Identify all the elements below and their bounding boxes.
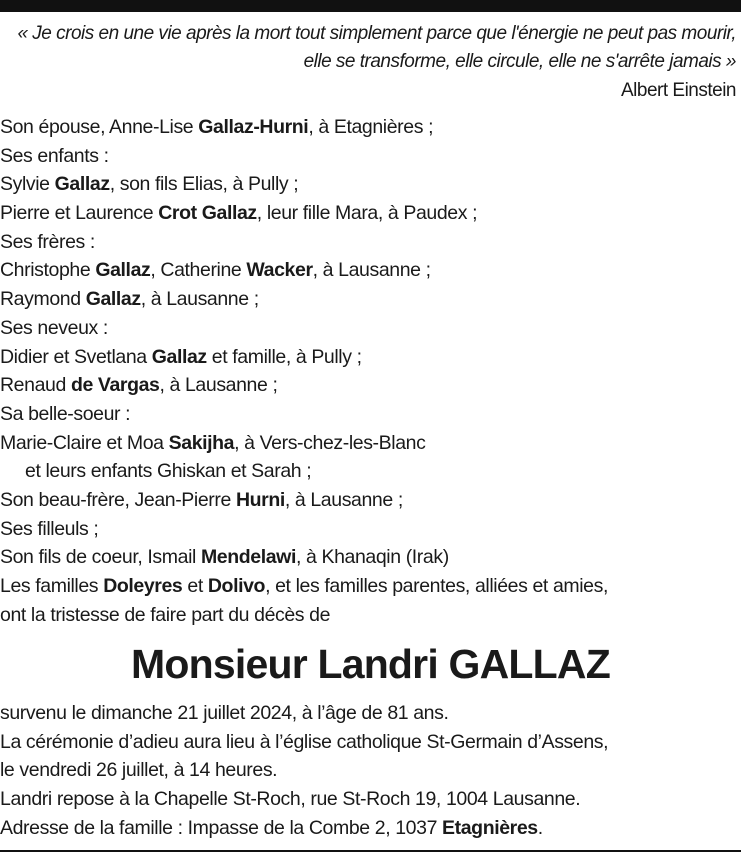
line-text: et [182, 575, 208, 597]
line-text: Adresse de la famille : Impasse de la Combe 2, 1037 [0, 816, 443, 839]
family-line [0, 543, 741, 572]
family-line [0, 314, 741, 343]
line-text: Sylvie [0, 173, 55, 196]
family-line [0, 142, 741, 171]
family-line [0, 400, 741, 429]
surname-text: Gallaz [151, 345, 207, 368]
surname-text: Doleyres [103, 575, 183, 597]
deceased-name: Monsieur Landri GALLAZ [131, 641, 610, 687]
line-text: , à Lausanne ; [140, 288, 259, 311]
surname-text: de Vargas [70, 374, 160, 397]
line-text: Raymond [0, 288, 86, 311]
surname-text: Gallaz-Hurni [198, 116, 309, 138]
family-line [0, 343, 741, 372]
line-text: le vendredi 26 juillet, à 14 heures. [0, 759, 278, 782]
line-text: Christophe [0, 259, 96, 282]
top-rule [0, 0, 741, 12]
line-text: , leur fille Mara, à Paudex ; [256, 202, 478, 225]
surname-text: Crot Gallaz [158, 202, 257, 225]
line-text: Sa belle-soeur : [0, 402, 131, 425]
line-text: . [537, 816, 543, 839]
details-line [0, 728, 741, 757]
line-text: , à Lausanne ; [159, 374, 278, 397]
line-text: , à Lausanne ; [312, 259, 431, 282]
family-line [0, 486, 741, 515]
details-line [0, 756, 741, 785]
line-text: Marie-Claire et Moa [0, 431, 169, 454]
surname-text: Gallaz [95, 259, 151, 282]
surname-text: Dolivo [207, 575, 266, 597]
line-text: La cérémonie d’adieu aura lieu à l’église catholique St-Germain d’Assens, [0, 730, 609, 753]
surname-text: Hurni [235, 488, 285, 511]
epigraph-author: Albert Einstein [620, 80, 736, 101]
surname-text: Etagnières [442, 816, 538, 839]
line-text: Son fils de coeur, Ismail [0, 546, 201, 569]
line-text: Son épouse, Anne-Lise [0, 116, 199, 138]
ceremony-details [0, 699, 741, 842]
bottom-rule [0, 850, 741, 852]
line-text: , à Lausanne ; [284, 488, 403, 511]
line-text: , à Vers-chez-les-Blanc [234, 431, 426, 454]
line-text: Landri repose à la Chapelle St-Roch, rue St-Roch 19, 1004 Lausanne. [0, 788, 581, 811]
family-line [0, 572, 741, 601]
details-line [0, 785, 741, 814]
family-line [0, 457, 741, 486]
surname-text: Gallaz [54, 173, 110, 196]
epigraph-quote: « Je crois en une vie après la mort tout simplement parce que l'énergie ne peut pas mourir, elle se transforme, elle circule, elle ne s'arrête jamais » [17, 23, 736, 72]
line-text: Pierre et Laurence [0, 202, 159, 225]
line-text: Ses frères : [0, 230, 95, 253]
family-line [0, 601, 741, 630]
line-text: Ses neveux : [0, 316, 108, 339]
family-list [0, 113, 741, 629]
family-line [0, 371, 741, 400]
surname-text: Wacker [246, 259, 313, 282]
line-text: Ses enfants : [0, 144, 109, 167]
line-text: survenu le dimanche 21 juillet 2024, à l’âge de 81 ans. [0, 702, 449, 724]
details-line [0, 699, 741, 728]
line-text: Son beau-frère, Jean-Pierre [0, 488, 236, 511]
family-line [0, 429, 741, 458]
line-text: ont la tristesse de faire part du décès de [0, 603, 331, 626]
surname-text: Gallaz [85, 288, 141, 311]
line-text: et famille, à Pully ; [206, 345, 362, 368]
line-text: , son fils Elias, à Pully ; [109, 173, 299, 196]
family-line [0, 285, 741, 314]
line-text: et leurs enfants Ghiskan et Sarah ; [25, 460, 312, 483]
family-line [0, 113, 741, 142]
line-text: Les familles [0, 575, 104, 597]
line-text: , à Khanaqin (Irak) [295, 546, 449, 569]
family-line [0, 199, 741, 228]
line-text: Didier et Svetlana [0, 345, 152, 368]
line-text: Renaud [0, 374, 71, 397]
family-line [0, 170, 741, 199]
line-text: , et les familles parentes, alliées et amies, [265, 575, 608, 597]
line-text: , Catherine [150, 259, 247, 282]
surname-text: Mendelawi [200, 546, 296, 569]
surname-text: Sakijha [168, 431, 235, 454]
family-line [0, 256, 741, 285]
line-text: Ses filleuls ; [0, 517, 99, 540]
family-line [0, 515, 741, 544]
family-line [0, 228, 741, 257]
line-text: , à Etagnières ; [308, 116, 434, 138]
details-line [0, 814, 741, 843]
